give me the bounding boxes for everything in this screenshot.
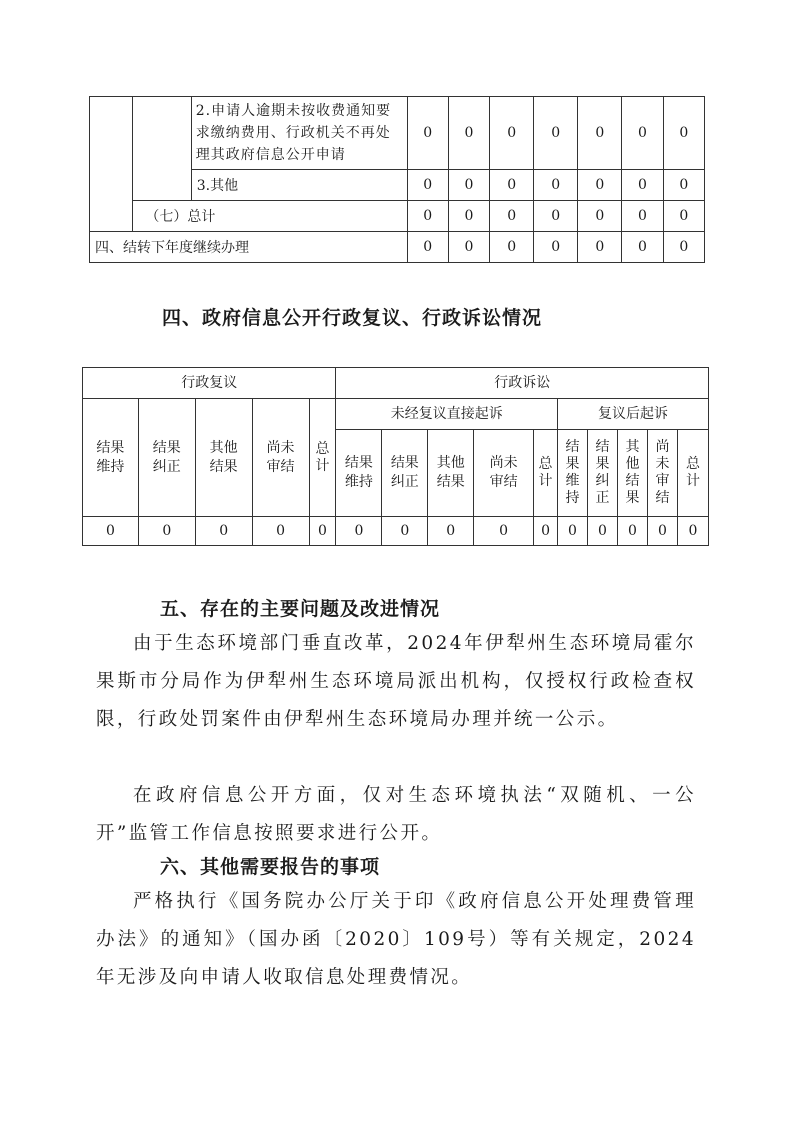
group-header-litigation: 行政诉讼 [336,368,709,399]
value-cell: 0 [622,232,663,263]
value-cell: 0 [490,170,534,201]
value-cell: 0 [677,517,708,546]
value-cell: 0 [578,201,622,232]
value-cell: 0 [195,517,252,546]
blank-cell [133,97,191,201]
value-cell: 0 [490,201,534,232]
value-cell: 0 [534,170,578,201]
value-cell: 0 [83,517,139,546]
row-label: 2.申请人逾期未按收费通知要求缴纳费用、行政机关不再处理其政府信息公开申请 [191,97,407,170]
applications-table-continuation [89,96,705,263]
table-row [83,517,709,546]
row-label: 四、结转下年度继续办理 [90,232,408,263]
value-cell: 0 [382,517,428,546]
value-cell: 0 [647,517,677,546]
col-header: 结果维持 [336,430,382,517]
col-header: 总计 [309,399,336,517]
value-cell: 0 [448,232,489,263]
value-cell: 0 [336,517,382,546]
value-cell: 0 [622,201,663,232]
value-cell: 0 [534,517,558,546]
value-cell: 0 [534,97,578,170]
col-header: 其他结果 [195,399,252,517]
col-header: 其他结果 [617,430,647,517]
value-cell: 0 [663,97,704,170]
table-row [90,97,705,170]
sub-header-direct: 未经复议直接起诉 [336,399,558,430]
col-header: 尚未审结 [252,399,309,517]
value-cell: 0 [663,201,704,232]
value-cell: 0 [578,97,622,170]
value-cell: 0 [407,97,448,170]
value-cell: 0 [534,201,578,232]
col-header: 尚未审结 [474,430,534,517]
table-row [83,399,709,430]
col-header: 结果维持 [558,430,588,517]
value-cell: 0 [558,517,588,546]
value-cell: 0 [428,517,474,546]
value-cell: 0 [663,170,704,201]
col-header: 结果纠正 [588,430,618,517]
value-cell: 0 [474,517,534,546]
value-cell: 0 [407,232,448,263]
paragraph-fees: 严格执行《国务院办公厅关于印《政府信息公开处理费管理办法》的通知》（国办函〔2020〕109号）等有关规定，2024年无涉及向申请人收取信息处理费情况。 [96,891,696,988]
value-cell: 0 [490,232,534,263]
col-header: 结果维持 [83,399,139,517]
table-row [90,201,705,232]
col-header: 结果纠正 [382,430,428,517]
review-litigation-table [82,367,709,546]
value-cell: 0 [490,97,534,170]
value-cell: 0 [138,517,195,546]
col-header: 总计 [534,430,558,517]
group-header-review: 行政复议 [83,368,336,399]
value-cell: 0 [407,170,448,201]
section-heading-problems: 五、存在的主要问题及改进情况 [160,598,441,620]
section-heading-other-matters: 六、其他需要报告的事项 [160,856,381,878]
value-cell: 0 [448,97,489,170]
paragraph-reform: 由于生态环境部门垂直改革，2024年伊犁州生态环境局霍尔果斯市分局作为伊犁州生态环境局派出机构，仅授权行政检查权限，行政处罚案件由伊犁州生态环境局办理并统一公示。 [96,633,696,730]
col-header: 其他结果 [428,430,474,517]
value-cell: 0 [309,517,336,546]
table-row [90,232,705,263]
paragraph-disclosure: 在政府信息公开方面，仅对生态环境执法“双随机、一公开”监管工作信息按照要求进行公开。 [96,785,696,844]
value-cell: 0 [252,517,309,546]
section-heading-review-litigation: 四、政府信息公开行政复议、行政诉讼情况 [162,307,543,329]
value-cell: 0 [578,170,622,201]
value-cell: 0 [588,517,618,546]
value-cell: 0 [448,170,489,201]
value-cell: 0 [448,201,489,232]
value-cell: 0 [663,232,704,263]
table-row [83,368,709,399]
value-cell: 0 [622,97,663,170]
value-cell: 0 [578,232,622,263]
blank-cell [90,97,133,232]
value-cell: 0 [407,201,448,232]
row-label: 3.其他 [191,170,407,201]
col-header: 总计 [677,430,708,517]
row-label: （七）总计 [133,201,407,232]
col-header: 结果纠正 [138,399,195,517]
value-cell: 0 [534,232,578,263]
value-cell: 0 [622,170,663,201]
sub-header-after-review: 复议后起诉 [558,399,709,430]
value-cell: 0 [617,517,647,546]
col-header: 尚未审结 [647,430,677,517]
